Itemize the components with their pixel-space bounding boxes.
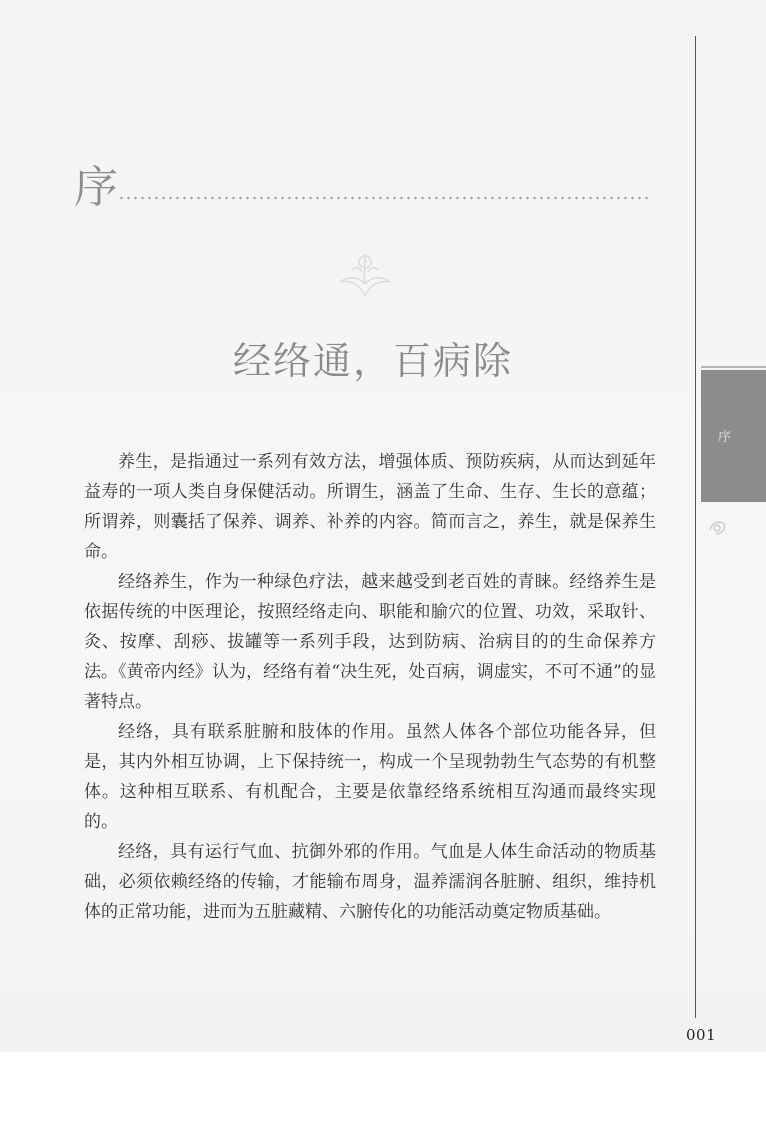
floral-ornament-icon — [330, 250, 400, 302]
side-tab-border — [701, 366, 766, 368]
margin-rule — [695, 36, 696, 1018]
section-heading — [74, 160, 118, 213]
small-decoration-icon — [706, 516, 728, 538]
side-tab-label: 序 — [718, 430, 732, 445]
section-label: 序 — [74, 162, 118, 213]
side-tab — [701, 370, 766, 502]
paragraph: 经络养生，作为一种绿色疗法，越来越受到老百姓的青睐。经络养生是依据传统的中医理论，按照经络走向、职能和腧穴的位置、功效，采取针、灸、按摩、刮痧、拔罐等一系列手段，达到防病、治病目的的生命保养方法。《黄帝内经》认为，经络有着“决生死，处百病，调虚实，不可不通”的显著特点。 — [84, 572, 656, 712]
dotted-leader — [118, 196, 650, 200]
paragraph: 养生，是指通过一系列有效方法，增强体质、预防疾病，从而达到延年益寿的一项人类自身保健活动。所谓生，涵盖了生命、生存、生长的意蕴；所谓养，则囊括了保养、调养、补养的内容。简而言之，养生，就是保养生命。 — [84, 452, 656, 562]
paragraph: 经络，具有联系脏腑和肢体的作用。虽然人体各个部位功能各异，但是，其内外相互协调，上下保持统一，构成一个呈现勃勃生气态势的有机整体。这种相互联系、有机配合，主要是依靠经络系统相互沟通而最终实现的。 — [84, 722, 656, 832]
paragraph: 经络，具有运行气血、抗御外邪的作用。气血是人体生命活动的物质基础，必须依赖经络的传输，才能输布周身，温养濡润各脏腑、组织，维持机体的正常功能，进而为五脏藏精、六腑传化的功能活动奠定物质基础。 — [84, 842, 656, 922]
body-text — [84, 447, 656, 927]
page-margin — [0, 1052, 766, 1122]
page-title: 经络通，百病除 — [232, 339, 513, 383]
page-number: 001 — [686, 1026, 717, 1044]
